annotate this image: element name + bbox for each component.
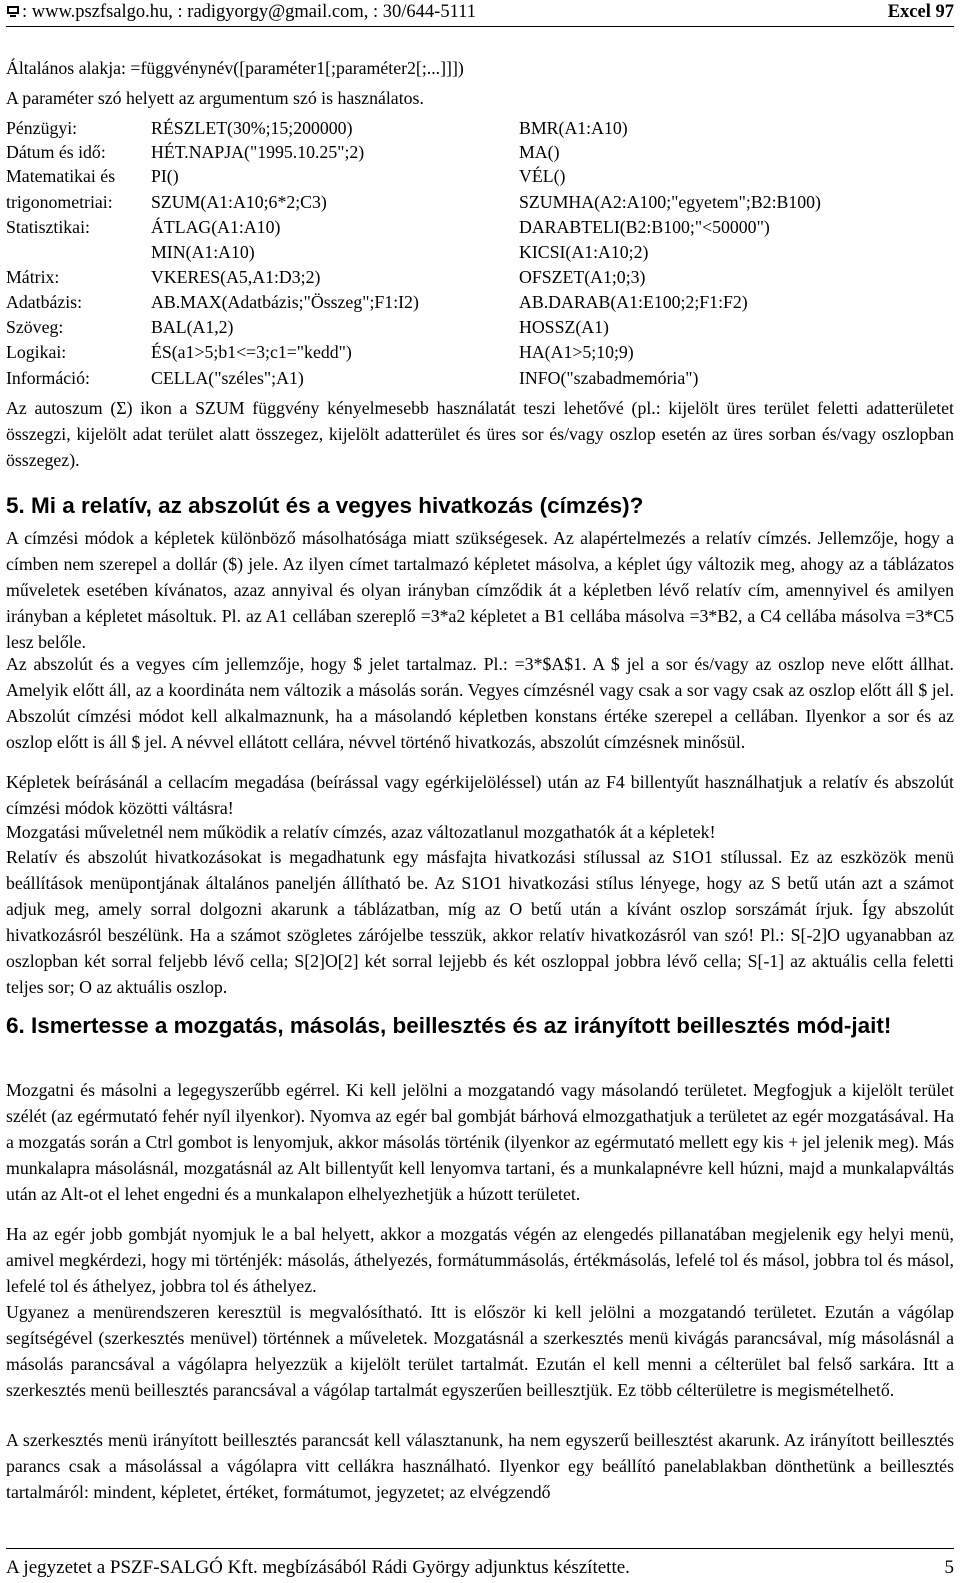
section-5-heading: 5. Mi a relatív, az abszolút és a vegyes hivatkozás (címzés)? — [6, 493, 644, 518]
category-label: Mátrix: — [6, 267, 60, 287]
parameter-note-line: A paraméter szó helyett az argumentum szó is használatos. — [6, 88, 424, 108]
section-5-paragraph: A címzési módok a képletek különböző másolhatósága miatt szükségesek. Az alapértelmezés a relatív címzés. Jellemzője, hogy a címben nem szerepel a dollár ($) jele. Az ilyen címet tartalmazó képletet másolva, a képlet úgy változik meg, ahogy az a táblázatos műveletek esetében kívánatos, azaz annyival és olyan irányban címződik át a képletben lévő relatív cím, amennyivel és amilyen irányban a képletet másoltuk. Pl. az A1 cellában szereplő =3*a2 képletet a B1 cellába másolva =3*B2, a C4 cellába másolva =3*C5 lesz belőle. — [6, 528, 954, 652]
example-function-1: PI() — [151, 166, 179, 186]
section-6-paragraph: Ugyanez a menürendszeren keresztül is megvalósítható. Itt is először ki kell jelölni a mozgatandó területet. Ezután a vágólap segítségével (szerkesztés menüvel) történnek a műveletek. Mozgatásnál a szerkesztés menü kivágás parancsával, míg másolásnál a másolás parancsával a vágólapra helyezzük a kijelölt terület tartalmát. Ezután el kell menni a célterület bal felső sarkára. Itt a szerkesztés menü beillesztés parancsával a vágólap tartalmát egyszerűen beillesztjük. Ez több célterületre is megismételhető. — [6, 1302, 954, 1400]
category-label: Dátum és idő: — [6, 142, 106, 162]
example-function-2: MA() — [519, 142, 560, 162]
example-function-1: MIN(A1:A10) — [151, 242, 255, 262]
section-6-heading: 6. Ismertesse a mozgatás, másolás, beillesztés és az irányított beillesztés mód-jait! — [6, 1013, 892, 1038]
example-function-2: VÉL() — [519, 166, 566, 186]
example-function-1: HÉT.NAPJA("1995.10.25";2) — [151, 142, 365, 162]
category-label: Szöveg: — [6, 317, 64, 337]
category-label: Pénzügyi: — [6, 118, 78, 138]
page-header — [6, 0, 954, 27]
example-function-2: DARABTELI(B2:B100;"<50000") — [519, 217, 770, 237]
section-6-paragraph: A szerkesztés menü irányított beillesztés parancsát kell választanunk, ha nem egyszerű beillesztést akarunk. Az irányított beillesztés parancs csak a másolással a vágólapra vitt cellákra használható. Ilyenkor egy beállító panelablakban dönthetünk a beillesztés tartalmáról: mindent, képletet, értéket, formátumot, jegyzetet; az elvégzendő — [6, 1430, 954, 1502]
example-function-2: HOSSZ(A1) — [519, 317, 609, 337]
section-5-paragraph: Relatív és abszolút hivatkozásokat is megadhatunk egy másfajta hivatkozási stílussal az S1O1 stílussal. Ez az eszközök menü beállítások menüpontjának általános paneljén állítható be. Az S1O1 hivatkozási stílus lényege, hogy az S betű után azt a számot adjuk meg, amely sorral dolgozni akarunk a táblázatban, míg az O betű után a kívánt oszlop sorszámát írjuk. Így abszolút hivatkozásról beszélünk. Ha a számot szögletes zárójelbe tesszük, akkor relatív hivatkozásról van szó! Pl.: S[-2]O ugyanabban az oszlopban két sorral feljebb lévő cella; S[2]O[2] két sorral lejjebb és két oszloppal jobbra lévő cella; S[-1] az aktuális cella feletti teljes sor; O az aktuális oszlop. — [6, 847, 954, 997]
category-label: Matematikai és — [6, 166, 116, 186]
example-function-1: ÉS(a1>5;b1<=3;c1="kedd") — [151, 342, 352, 362]
section-5-paragraph: Az abszolút és a vegyes cím jellemzője, hogy $ jelet tartalmaz. Pl.: =3*$A$1. A $ jel a sor és/vagy az oszlop neve előtt állhat. Amelyik előtt áll, az a koordináta nem változik a másolás során. Vegyes címzésnél vagy csak a sor vagy csak az oszlop előtt áll $ jel. Abszolút címzési módot kell alkalmaznunk, ha a másolandó képletben konstans értéke szerepel a cellában. Ilyenkor a sor és az oszlop előtt is áll $ jel. A névvel ellátott cellára, névvel történő hivatkozás, abszolút címzésnek minősül. — [6, 654, 954, 752]
autosum-paragraph: Az autoszum (Σ) ikon a SZUM függvény kényelmesebb használatát teszi lehetővé (pl.: kijelölt üres terület feletti adatterületet összegzi, kijelölt adat terület alatt összegez, kijelölt adatterület és üres sor és/vagy oszlop esetén az üres sorban és/vagy oszlopban összegez). — [6, 398, 954, 470]
category-label: trigonometriai: — [6, 192, 113, 212]
example-function-2: BMR(A1:A10) — [519, 118, 628, 138]
general-syntax-line: Általános alakja: =függvénynév([paraméter1[;paraméter2[;...]]]) — [6, 58, 464, 78]
page-number: 5 — [944, 1557, 954, 1578]
category-label: Adatbázis: — [6, 292, 83, 312]
section-5-paragraph: Képletek beírásánál a cellacím megadása (beírással vagy egérkijelöléssel) után az F4 billentyűt használhatjuk a relatív és abszolút címzési módok közötti váltásra! — [6, 772, 954, 818]
footer-credit: A jegyzetet a PSZF-SALGÓ Kft. megbízásából Rádi György adjunktus készítette. — [6, 1557, 630, 1578]
header-program-title: Excel 97 — [887, 2, 954, 22]
category-label: Statisztikai: — [6, 217, 90, 237]
example-function-1: CELLA("széles";A1) — [151, 368, 304, 388]
computer-icon — [6, 5, 20, 18]
page-footer — [6, 1548, 954, 1583]
category-label: Információ: — [6, 368, 90, 388]
example-function-2: OFSZET(A1;0;3) — [519, 267, 646, 287]
header-contact-text: : www.pszfsalgo.hu, : radigyorgy@gmail.com, : 30/644-5111 — [22, 2, 476, 22]
example-function-2: HA(A1>5;10;9) — [519, 342, 634, 362]
example-function-2: INFO("szabadmemória") — [519, 368, 699, 388]
example-function-1: VKERES(A5,A1:D3;2) — [151, 267, 321, 287]
section-6-paragraph: Ha az egér jobb gombját nyomjuk le a bal helyett, akkor a mozgatás végén az elengedés pillanatában megjelenik egy helyi menü, amivel megkérdezi, hogy mi történjék: másolás, áthelyezés, formátummásolás, értékmásolás, lefelé tol és másol, jobbra tol és másol, lefelé tol és áthelyez, jobbra tol és áthelyez. — [6, 1224, 954, 1296]
category-label: Logikai: — [6, 342, 67, 362]
example-function-2: KICSI(A1:A10;2) — [519, 242, 649, 262]
contact-line — [6, 0, 476, 24]
example-function-1: RÉSZLET(30%;15;200000) — [151, 118, 353, 138]
example-function-2: AB.DARAB(A1:E100;2;F1:F2) — [519, 292, 748, 312]
example-function-1: AB.MAX(Adatbázis;"Összeg";F1:I2) — [151, 292, 419, 312]
section-5-paragraph: Mozgatási műveletnél nem működik a relatív címzés, azaz változatlanul mozgathatók át a képletek! — [6, 822, 716, 842]
example-function-1: BAL(A1,2) — [151, 317, 234, 337]
example-function-1: ÁTLAG(A1:A10) — [151, 217, 281, 237]
example-function-1: SZUM(A1:A10;6*2;C3) — [151, 192, 327, 212]
example-function-2: SZUMHA(A2:A100;"egyetem";B2:B100) — [519, 192, 821, 212]
section-6-paragraph: Mozgatni és másolni a legegyszerűbb egérrel. Ki kell jelölni a mozgatandó vagy másolandó területet. Megfogjuk a kijelölt terület szélét (az egérmutató fehér nyíl ilyenkor). Nyomva az egér bal gombját bárhová elmozgathatjuk a területet az egér mozgatásával. Ha a mozgatás során a Ctrl gombot is lenyomjuk, akkor másolás történik (ilyenkor az egérmutató mellett egy kis + jel jelenik meg). Más munkalapra másolásnál, mozgatásnál az Alt billentyűt kell lenyomva tartani, és a munkalapnévre kell húzni, majd a munkalapváltás után az Alt-ot el lehet engedni és a munkalapon elhelyezhetjük a húzott területet. — [6, 1080, 954, 1204]
